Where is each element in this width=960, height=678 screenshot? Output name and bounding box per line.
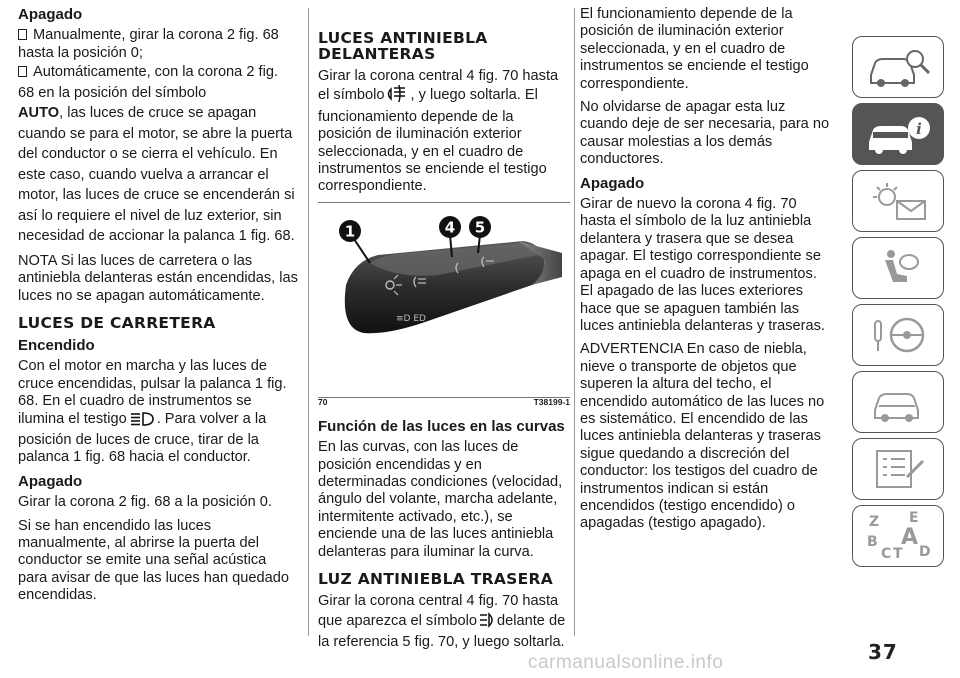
- heading-apagado-3: Apagado: [580, 174, 645, 192]
- tab-car-service[interactable]: [852, 371, 944, 433]
- tab-checklist[interactable]: [852, 438, 944, 500]
- curvas-text: En las curvas, con las luces de posición encendidas y en determinadas condiciones (velocidad, ángulo del volante, marcha adelante, intermitente activado, etc.), se enciende una de las luces antiniebla delanteras para iluminar la curva.: [318, 439, 563, 560]
- tab-car-search[interactable]: [852, 36, 944, 98]
- warning-text: Si se han encendido las luces manualmente, al abrirse la puerta del conductor se emite una señal acústica para avisar de que las luces han quedado encendidas.: [18, 517, 289, 604]
- alphabet-index-icon: [863, 510, 933, 562]
- section-title-trasera: LUZ ANTINIEBLA TRASERA: [318, 570, 554, 589]
- checkbox-square-icon: [18, 66, 27, 77]
- tab-car-info[interactable]: [852, 103, 944, 165]
- lever-illustration: [318, 203, 570, 397]
- note-text: NOTA Si las luces de carretera o las antiniebla delanteras están encendidas, las luces no se apagan automáticamente.: [18, 252, 298, 304]
- bullet-auto: Automáticamente, con la corona 2 fig. 68 en la posición del símbolo AUTO, las luces de cruce se apagan cuando se para el motor, se abre la puerta del conductor o se cierra el vehículo. En este caso, cuando vuelva a arrancar el motor, las luces de cruce se encenderán si así lo requiere el nivel de luz exterior, sin necesidad de accionar la palanca 1 fig. 68.: [18, 64, 295, 245]
- checkbox-square-icon: [18, 29, 27, 40]
- page-number: 37: [868, 640, 898, 664]
- car-service-icon: [863, 380, 933, 424]
- car-info-icon: [863, 112, 933, 156]
- svg-text:i: i: [916, 120, 922, 138]
- front-fog-light-icon: [387, 85, 409, 108]
- reminder-text: No olvidarse de apagar esta luz cuando deje de ser necesaria, para no causar molestias a los demás conductores.: [580, 99, 830, 168]
- column-3: [580, 6, 832, 539]
- tab-warning-lights[interactable]: [852, 170, 944, 232]
- antiniebla-text: Girar la corona central 4 fig. 70 hasta el símbolo , y luego soltarla. El funcionamiento depende de la posición de iluminación exterior seleccionada, y en el cuadro de instrumentos se enciende el testigo correspondiente.: [318, 68, 559, 195]
- svg-text:A: A: [901, 525, 919, 550]
- column-divider-1: [308, 8, 309, 636]
- airbag-seat-icon: [863, 246, 933, 290]
- watermark: carmanualsonline.info: [528, 652, 724, 673]
- section-title-carretera: LUCES DE CARRETERA: [18, 313, 216, 332]
- advertencia-text: ADVERTENCIA En caso de niebla, nieve o transporte de objetos que superen la altura del techo, el encendido automático de las luces no es sistemático. El encendido de las luces antiniebla delanteras y traseras sigue quedando a discreción del conductor: los testigos del cuadro de instrumentos indican si están encendidos (testigo encendido) o apagadas (testigo apagado).: [580, 341, 825, 532]
- chapter-tabs: [852, 36, 944, 572]
- figure-70: [318, 202, 570, 408]
- figure-caption: [318, 394, 570, 411]
- tab-alphabet-index[interactable]: [852, 505, 944, 567]
- column-2: [318, 6, 570, 657]
- column-divider-2: [574, 8, 575, 636]
- callout-4-label: 4: [444, 218, 456, 237]
- checklist-icon: [863, 447, 933, 491]
- bullet-manual: Manualmente, girar la corona 2 fig. 68 hasta la posición 0;: [18, 27, 279, 61]
- car-search-icon: [863, 45, 933, 89]
- heading-apagado-2: Apagado: [18, 472, 83, 490]
- svg-text:T: T: [893, 546, 903, 562]
- funcionamiento-text: El funcionamiento depende de la posición de iluminación exterior seleccionada, y en el cuadro de instrumentos se enciende el testigo correspondiente.: [580, 6, 809, 92]
- svg-text:D: D: [919, 544, 931, 560]
- steering-key-icon: [863, 313, 933, 357]
- figure-code: T38199-1: [533, 397, 570, 408]
- trasera-text: Girar la corona central 4 fig. 70 hasta que aparezca el símbolo delante de la referencia 5 fig. 70, y luego soltarla.: [318, 593, 566, 650]
- section-title-antiniebla: LUCES ANTINIEBLA DELANTERAS: [318, 29, 488, 63]
- svg-text:≡D ED: ≡D ED: [396, 313, 426, 324]
- apagado-fog-text: Girar de nuevo la corona 4 fig. 70 hasta el símbolo de la luz antiniebla delantera y trasera que se desea apagar. El testigo correspondiente se apaga en el cuadro de instrumentos. El apagado de las luces exteriores hace que se apaguen también las luces antiniebla delanteras y traseras.: [580, 196, 825, 334]
- apagado-text: Girar la corona 2 fig. 68 a la posición 0.: [18, 494, 272, 511]
- encendido-text: Con el motor en marcha y las luces de cruce encendidas, pulsar la palanca 1 fig. 68. En el cuadro de instrumentos se ilumina el testigo . Para volver a la posición de luces de cruce, tirar de la palanca 1 fig. 68 hacia el conductor.: [18, 358, 287, 466]
- tab-airbag-seat[interactable]: [852, 237, 944, 299]
- warning-lights-icon: [863, 179, 933, 223]
- svg-text:B: B: [867, 534, 878, 550]
- callout-1-label: 1: [344, 222, 356, 241]
- heading-curvas: Función de las luces en las curvas: [318, 417, 565, 435]
- svg-text:E: E: [909, 510, 919, 526]
- callout-5-label: 5: [474, 218, 486, 237]
- tab-steering-key[interactable]: [852, 304, 944, 366]
- column-1: [18, 6, 298, 611]
- svg-text:Z: Z: [869, 514, 880, 530]
- high-beam-icon: [129, 411, 155, 432]
- svg-text:C: C: [881, 546, 892, 562]
- heading-encendido: Encendido: [18, 336, 95, 354]
- heading-apagado: Apagado: [18, 6, 83, 23]
- rear-fog-light-icon: [479, 611, 495, 634]
- figure-number: 70: [318, 397, 328, 408]
